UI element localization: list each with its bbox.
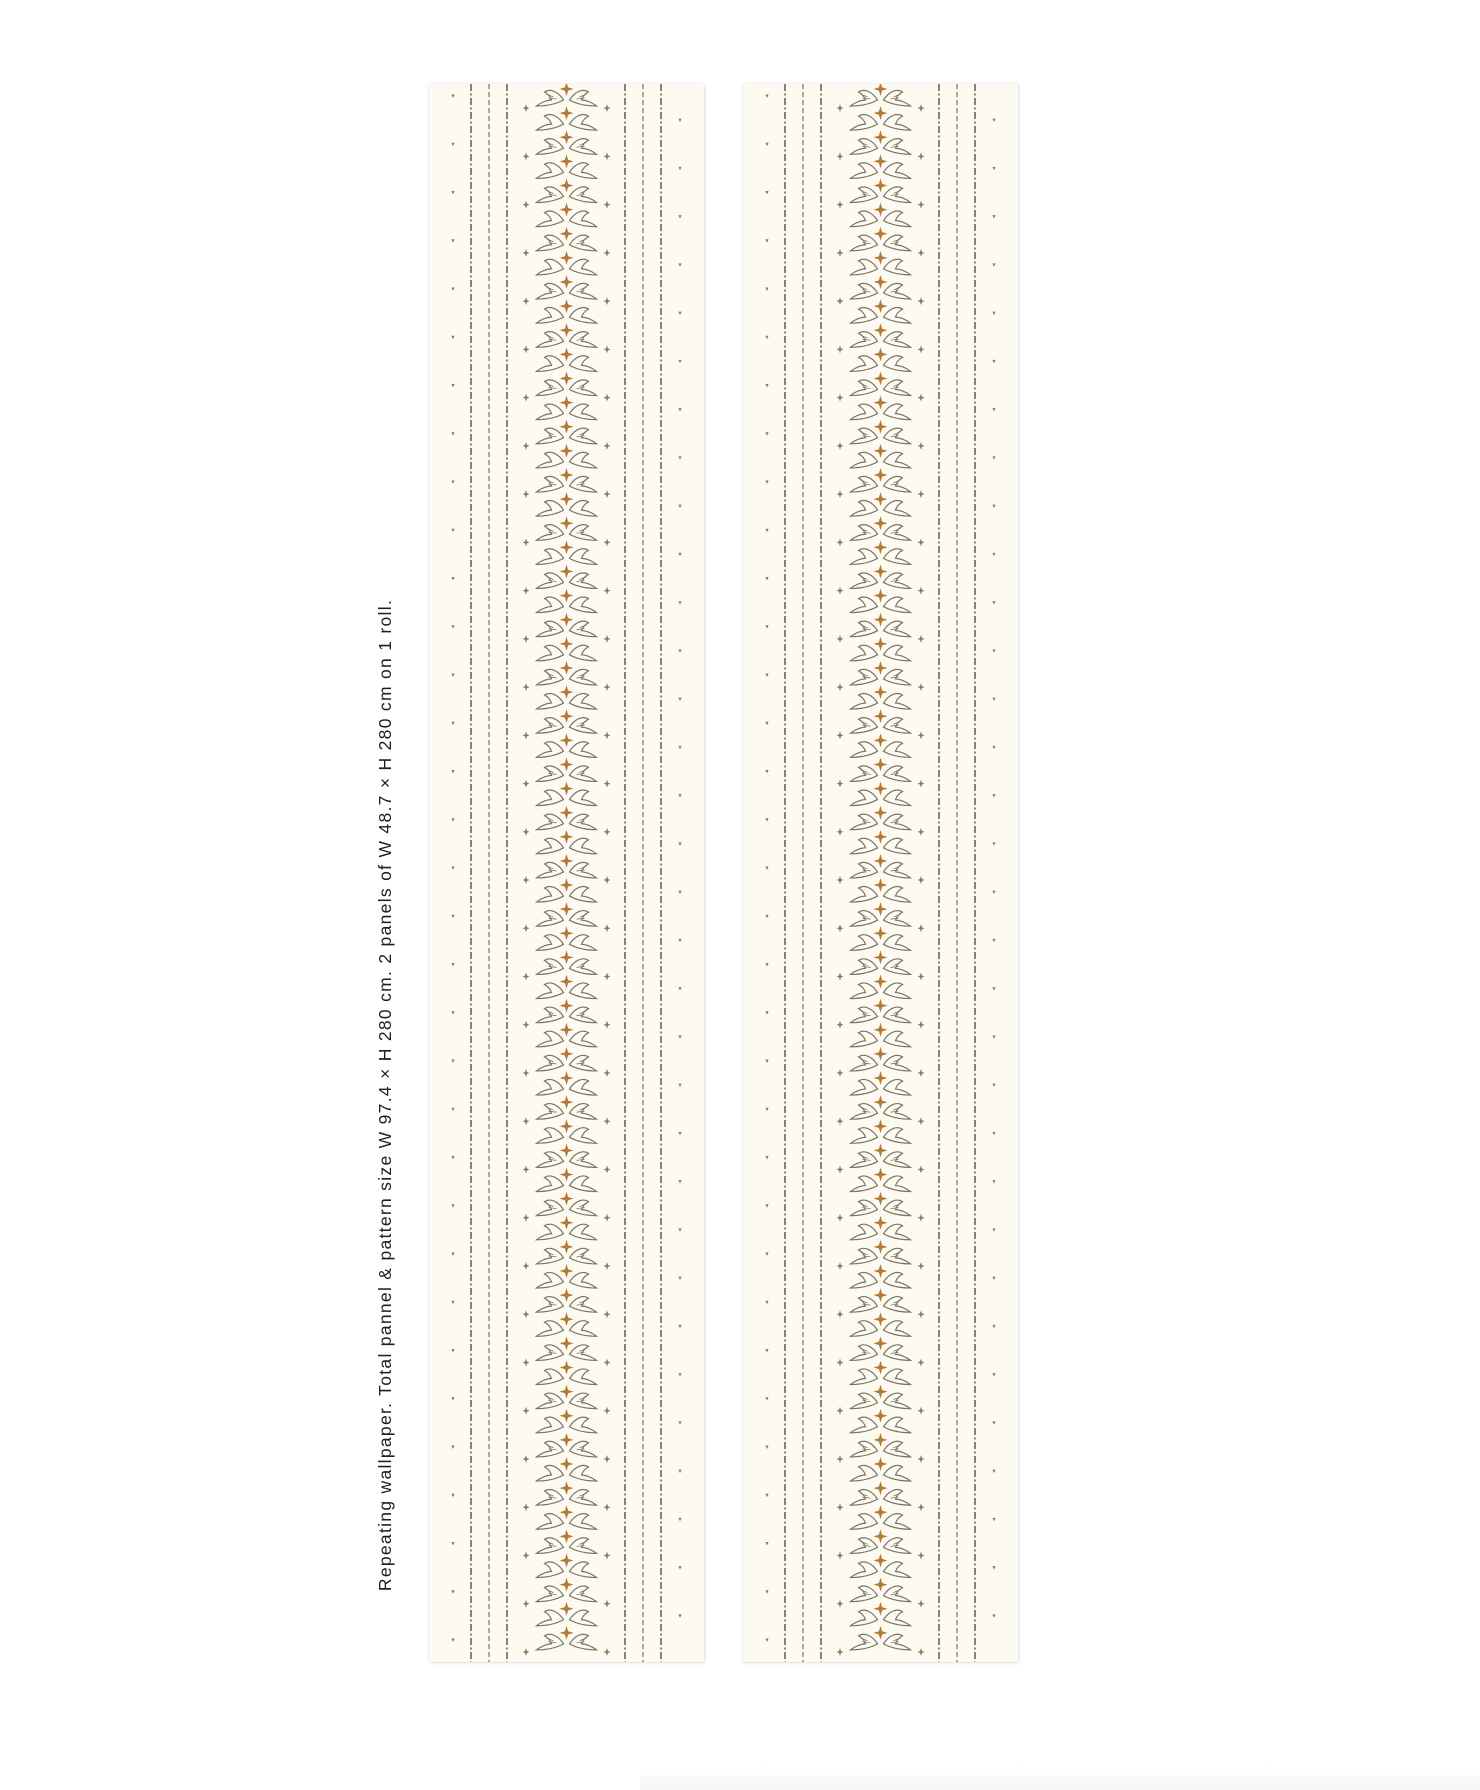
wallpaper-pattern	[429, 84, 704, 1662]
page-shadow	[640, 1765, 1480, 1790]
wallpaper-panel-left	[429, 84, 704, 1662]
wallpaper-description: Repeating wallpaper. Total pannel & pattern size W 97.4 × H 280 cm. 2 panels of W 48.7 × H 280 cm on 1 roll.	[375, 598, 395, 1592]
paper	[743, 84, 1018, 1662]
paper	[429, 84, 704, 1662]
wallpaper-pattern	[743, 84, 1018, 1662]
wallpaper-panel-right	[743, 84, 1018, 1662]
